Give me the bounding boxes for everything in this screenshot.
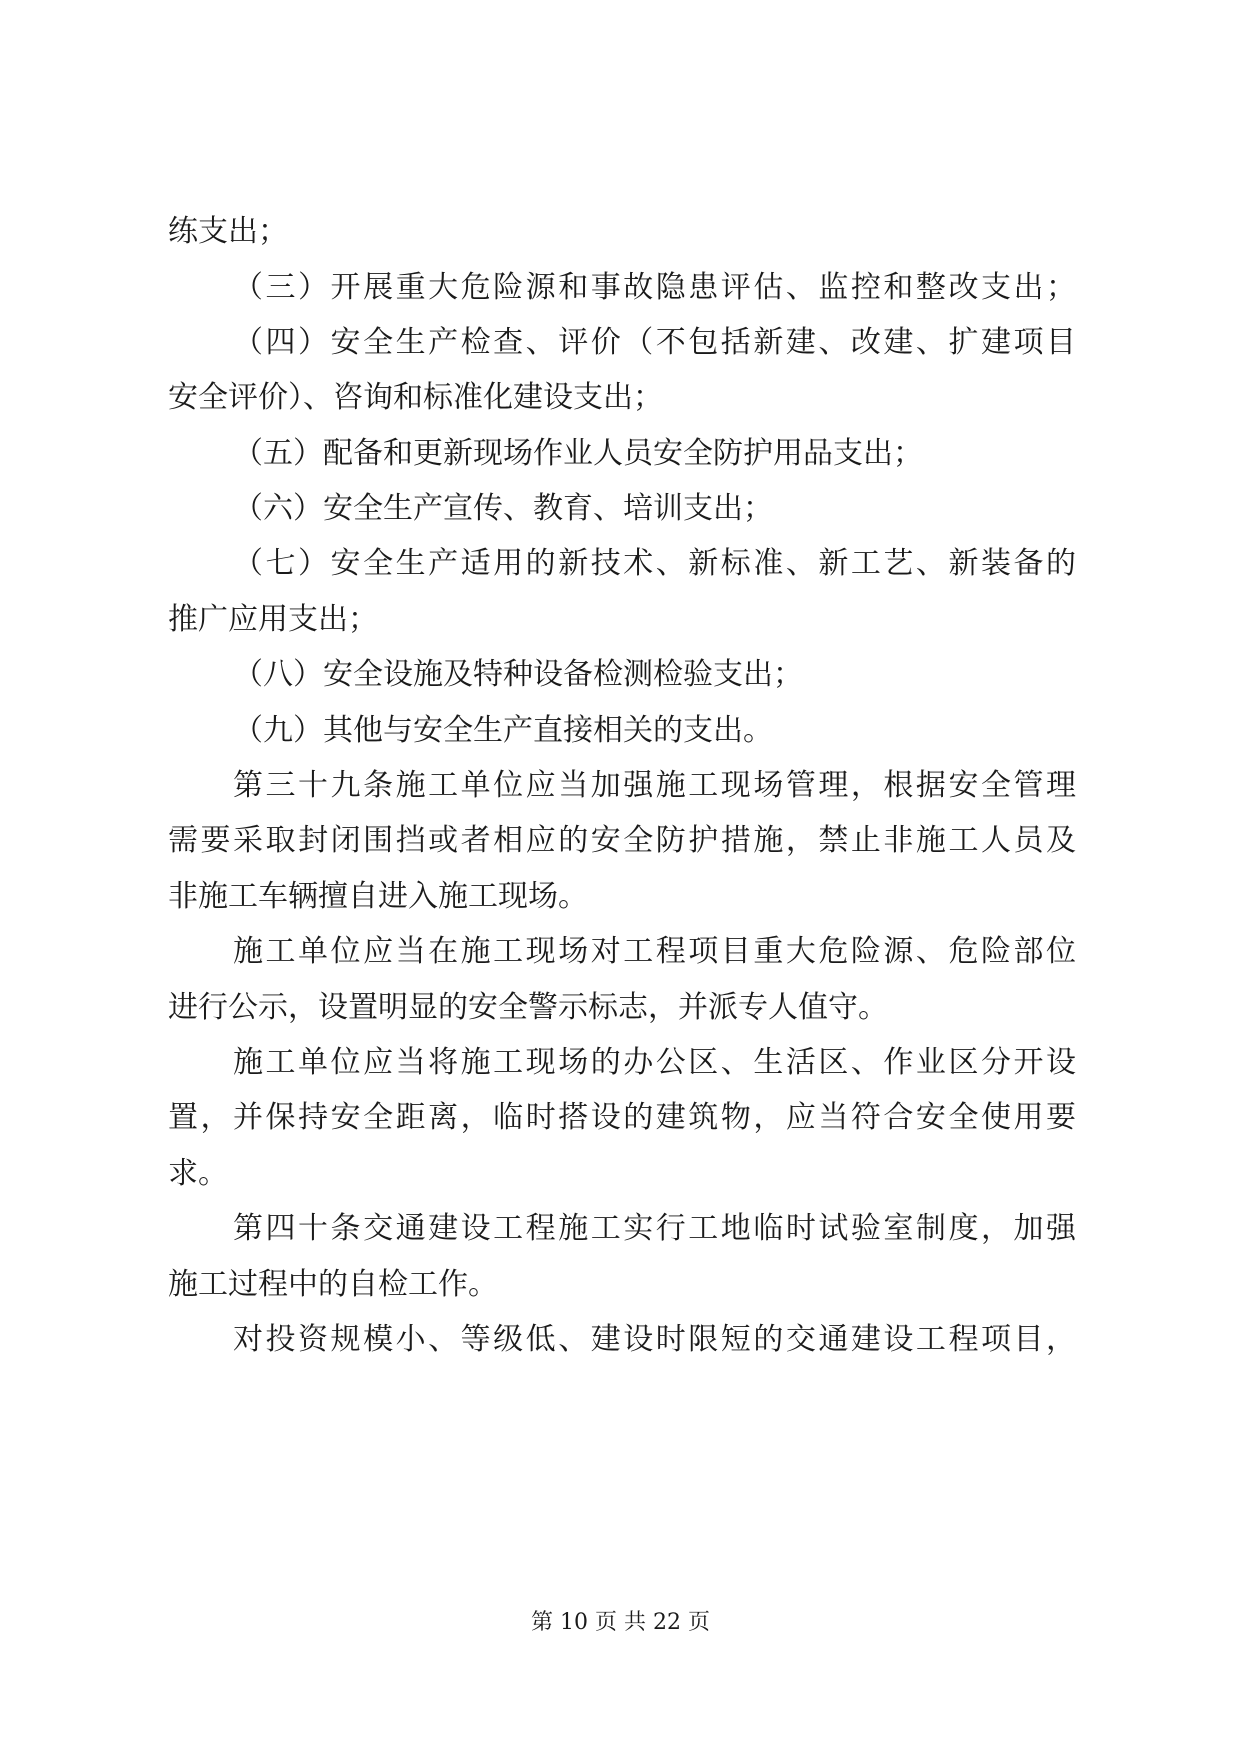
- text-line: （九）其他与安全生产直接相关的支出。: [233, 713, 773, 748]
- text-line: 对投资规模小、等级低、建设时限短的交通建设工程项目，: [233, 1322, 1076, 1357]
- text-line: 第三十九条施工单位应当加强施工现场管理，根据安全管理: [233, 768, 1076, 803]
- text-line: 安全评价）、咨询和标准化建设支出；: [168, 380, 663, 415]
- text-line: 施工单位应当将施工现场的办公区、生活区、作业区分开设: [233, 1045, 1076, 1080]
- text-line: 练支出；: [168, 214, 288, 249]
- text-line: （四）安全生产检查、评价（不包括新建、改建、扩建项目: [233, 325, 1076, 360]
- text-line: （八）安全设施及特种设备检测检验支出；: [233, 657, 803, 692]
- text-line: （七）安全生产适用的新技术、新标准、新工艺、新装备的: [233, 546, 1076, 581]
- text-line: 求。: [168, 1156, 228, 1191]
- text-line: 需要采取封闭围挡或者相应的安全防护措施，禁止非施工人员及: [168, 823, 1076, 858]
- text-line: 施工过程中的自检工作。: [168, 1267, 498, 1302]
- text-line: （五）配备和更新现场作业人员安全防护用品支出；: [233, 436, 923, 471]
- text-line: 非施工车辆擅自进入施工现场。: [168, 879, 588, 914]
- text-line: 推广应用支出；: [168, 602, 378, 637]
- text-line: （六）安全生产宣传、教育、培训支出；: [233, 491, 773, 526]
- text-line: 第四十条交通建设工程施工实行工地临时试验室制度，加强: [233, 1211, 1076, 1246]
- text-line: 进行公示，设置明显的安全警示标志，并派专人值守。: [168, 990, 888, 1025]
- text-line: 置，并保持安全距离，临时搭设的建筑物，应当符合安全使用要: [168, 1100, 1076, 1135]
- text-line: （三）开展重大危险源和事故隐患评估、监控和整改支出；: [233, 270, 1076, 305]
- page-number-footer: 第 10 页 共 22 页: [531, 1610, 710, 1635]
- text-line: 施工单位应当在施工现场对工程项目重大危险源、危险部位: [233, 934, 1076, 969]
